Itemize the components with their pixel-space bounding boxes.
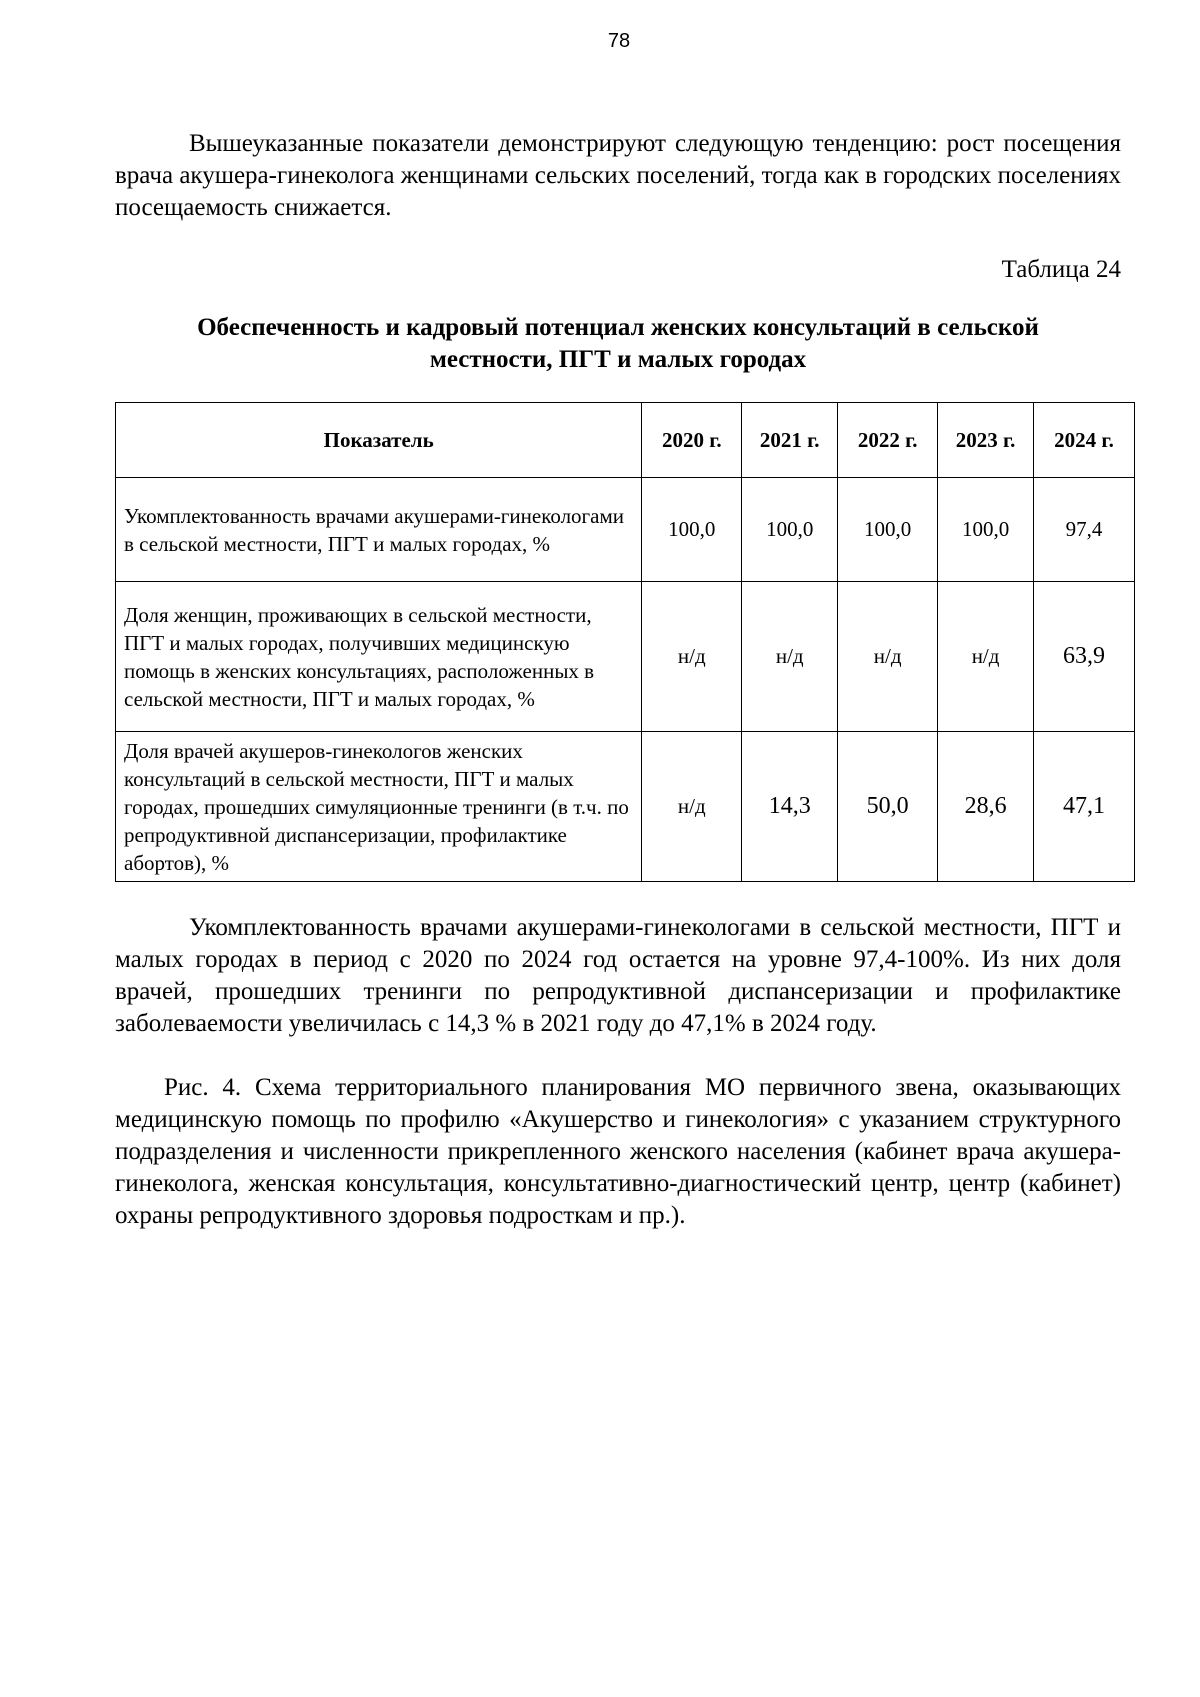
row-indicator: Укомплектованность врачами акушерами-гинекологами в сельской местности, ПГТ и малых городах, % (116, 478, 642, 582)
cell-value: 47,1 (1034, 732, 1135, 882)
row-indicator: Доля врачей акушеров-гинекологов женских консультаций в сельской местности, ПГТ и малых городах, прошедших симуляционные тренинги (в т.ч. по репродуктивной диспансеризации, профилактике абортов), % (116, 732, 642, 882)
data-table (115, 402, 1135, 882)
cell-value: 50,0 (838, 732, 938, 882)
header-year: 2023 г. (938, 403, 1034, 478)
figure-caption: Рис. 4. Схема территориального планирования МО первичного звена, оказывающих медицинскую помощь по профилю «Акушерство и гинекология» с указанием структурного подразделения и численности прикрепленного женского населения (кабинет врача акушера-гинеколога, женская консультация, консультативно-диагностический центр, центр (кабинет) охраны репродуктивного здоровья подросткам и пр.). (115, 1074, 1121, 1229)
cell-value: н/д (838, 582, 938, 732)
table-title (115, 312, 1121, 376)
cell-value: 100,0 (642, 478, 742, 582)
cell-value: 97,4 (1034, 478, 1135, 582)
table-row (116, 732, 1135, 882)
table-header-row (116, 403, 1135, 478)
cell-value: 100,0 (742, 478, 838, 582)
cell-value: 100,0 (838, 478, 938, 582)
header-year: 2024 г. (1034, 403, 1135, 478)
header-year: 2020 г. (642, 403, 742, 478)
intro-paragraph: Вышеуказанные показатели демонстрируют следующую тенденцию: рост посещения врача акушера-гинеколога женщинами сельских поселений, тогда как в городских поселениях посещаемость снижается. (115, 130, 1121, 221)
table-title-line-1: Обеспеченность и кадровый потенциал женских консультаций в сельской (197, 314, 1039, 341)
row-indicator: Доля женщин, проживающих в сельской местности, ПГТ и малых городах, получивших медицинскую помощь в женских консультациях, расположенных в сельской местности, ПГТ и малых городах, % (116, 582, 642, 732)
cell-value: н/д (642, 582, 742, 732)
header-year: 2021 г. (742, 403, 838, 478)
header-indicator: Показатель (116, 403, 642, 478)
table-row (116, 582, 1135, 732)
cell-value: 28,6 (938, 732, 1034, 882)
cell-value: н/д (642, 732, 742, 882)
table-row (116, 478, 1135, 582)
summary-paragraph: Укомплектованность врачами акушерами-гинекологами в сельской местности, ПГТ и малых городах в период с 2020 по 2024 год остается на уровне 97,4-100%. Из них доля врачей, прошедших тренинги по репродуктивной диспансеризации и профилактике заболеваемости увеличилась с 14,3 % в 2021 году до 47,1% в 2024 году. (115, 914, 1121, 1037)
table-label: Таблица 24 (1001, 256, 1121, 283)
header-year: 2022 г. (838, 403, 938, 478)
page-number: 78 (607, 30, 631, 52)
cell-value: 63,9 (1034, 582, 1135, 732)
cell-value: 100,0 (938, 478, 1034, 582)
cell-value: 14,3 (742, 732, 838, 882)
cell-value: н/д (938, 582, 1034, 732)
document-body (115, 128, 1121, 1232)
cell-value: н/д (742, 582, 838, 732)
table-title-line-2: местности, ПГТ и малых городах (429, 346, 807, 373)
